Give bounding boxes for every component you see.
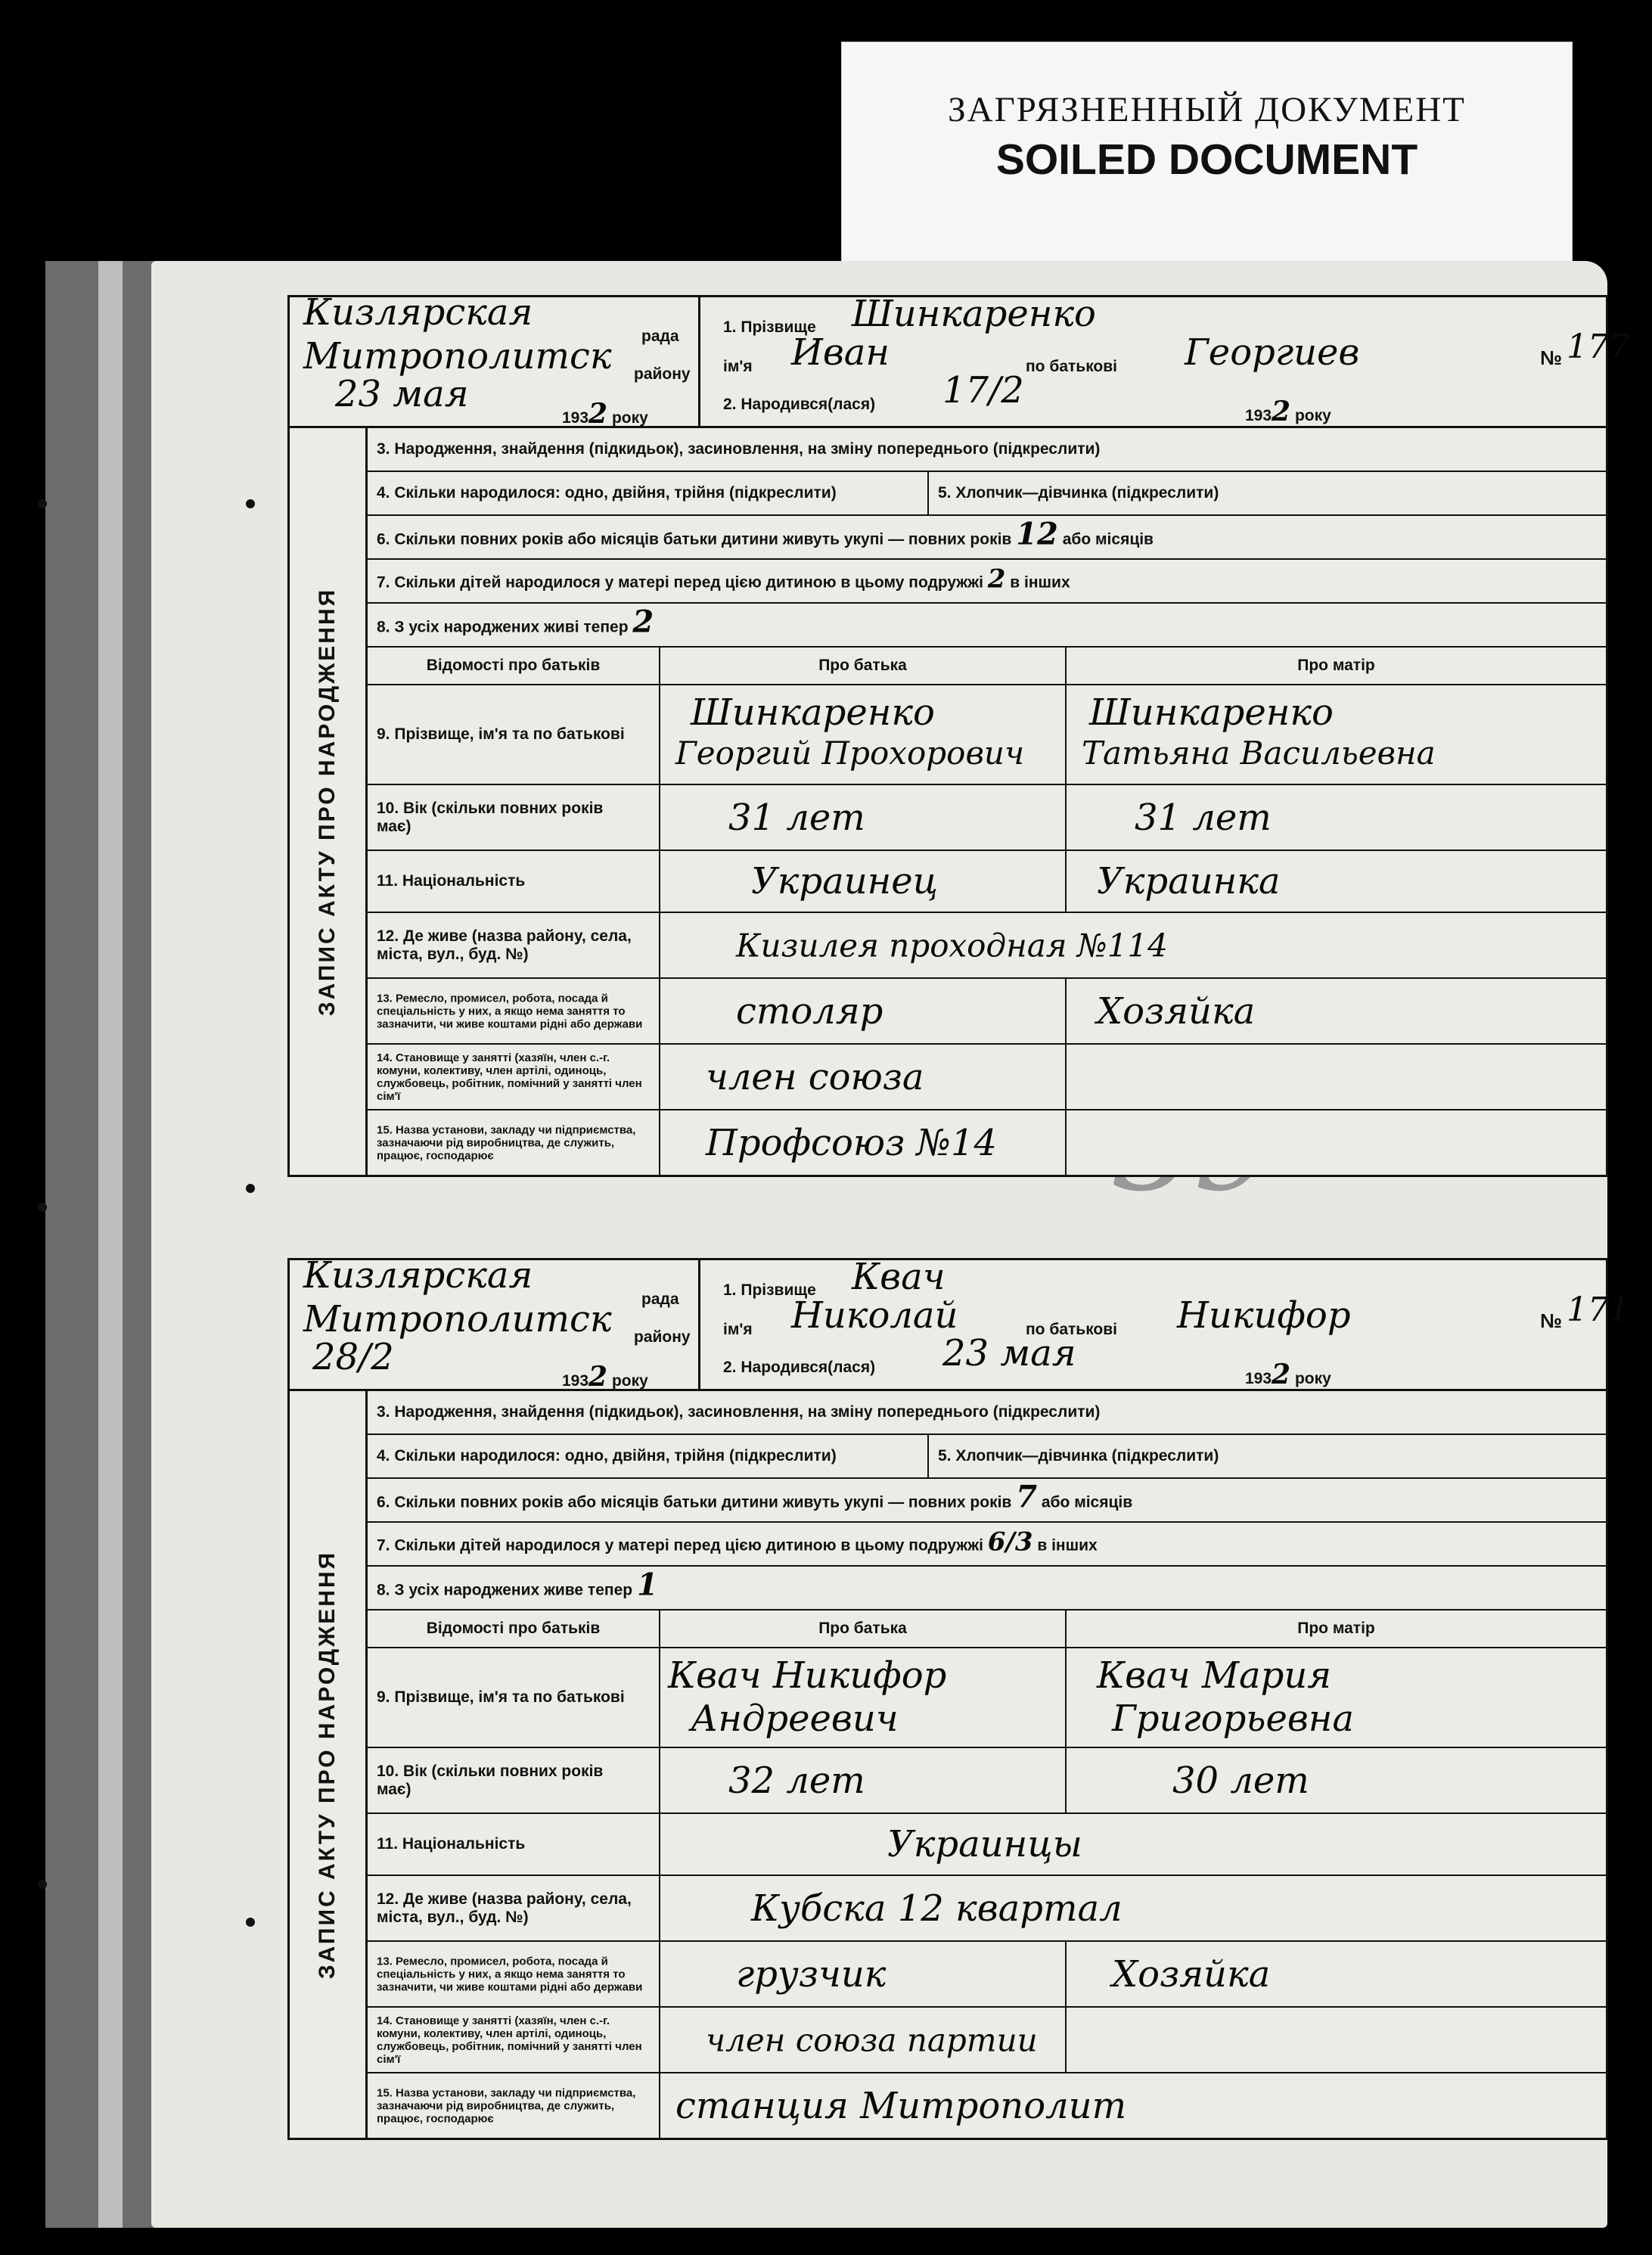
mother-surname: Квач Мария [1097,1654,1332,1697]
binding-hole [38,1203,47,1212]
birth-record-1 [287,291,1630,1177]
side-title: ЗАПИС АКТУ ПРО НАРОДЖЕННЯ [290,428,368,1175]
born-label: 2. Народився(лася) [723,396,876,413]
father-address: Кизилея проходная №114 [736,927,1168,964]
surname-label: 1. Прізвище [723,318,816,336]
born-label: 2. Народився(лася) [723,1359,876,1376]
alive-count: 1 [636,1567,658,1603]
mother-header: Про матір [1297,1620,1375,1637]
number-label: № [1540,1309,1562,1332]
mother-name: Татьяна Васильевна [1082,735,1436,772]
surname-value: Шинкаренко [852,293,1096,335]
row-6: 6. Скільки повних років або місяців батьки дитини живуть укупі — повних років 7 або місяців [377,1479,1133,1515]
patronymic-label: по батькові [1026,358,1117,375]
years-together: 12 [1016,516,1058,552]
year-prefix: 193 [562,1372,589,1390]
year-digit: 2 [588,1361,608,1393]
row-13: 13. Ремесло, промисел, робота, посада й спеціальність у них, а якщо нема заняття то зазначити, чи живе коштами рідні або держави [377,1955,643,1993]
father-surname: Квач Никифор [668,1654,947,1697]
stamp-russian: ЗАГРЯЗНЕННЫЙ ДОКУМЕНТ [948,90,1466,129]
binding-hole [38,499,47,508]
surname-value: Квач [852,1256,946,1298]
patronymic-value: Георгиев [1185,331,1360,374]
binding-hole [246,1918,255,1927]
birth-record-2 [287,1254,1630,2140]
born-year-prefix: 193 [1245,407,1272,424]
binding-hole [38,1880,47,1889]
row-9: 9. Прізвище, ім'я та по батькові [377,725,625,743]
father-address: Кубска 12 квартал [751,1887,1123,1930]
name-label: ім'я [723,358,753,375]
father-header: Про батька [818,657,907,674]
row-13: 13. Ремесло, промисел, робота, посада й спеціальність у них, а якщо нема заняття то зазначити, чи живе коштами рідні або держави [377,992,643,1030]
registration-date: 28/2 [312,1336,394,1378]
name-value: Николай [791,1294,958,1337]
born-year-prefix: 193 [1245,1370,1272,1387]
rada-value: Кизлярская [303,1254,533,1297]
row-4: 4. Скільки народилося: одно, двійня, трійня (підкреслити) [377,484,837,502]
rada-label: рада [641,1291,679,1308]
row-10: 10. Вік (скільки повних років має) [377,799,604,835]
mother-name: Григорьевна [1112,1697,1355,1740]
other-children: 2 [987,564,1006,595]
born-year-label: року [1294,407,1331,424]
father-header: Про батька [818,1620,907,1637]
raion-value: Митрополитск [303,1298,612,1340]
row-11: 11. Національність [377,1835,526,1853]
row-7: 7. Скільки дітей народилося у матері перед цією дитиною в цьому подружжі 2 в інших [377,564,1070,595]
parents-nationality: Украинцы [887,1823,1082,1865]
ink-stamp: 6/3 [987,1527,1033,1558]
registration-date: 23 мая [335,373,469,415]
parents-header: Відомості про батьків [426,1620,601,1637]
record-rows [368,1391,1606,2138]
father-name: Георгий Прохорович [675,735,1025,772]
row-11: 11. Національність [377,872,526,890]
mother-age: 30 лет [1172,1759,1309,1802]
father-status: член союза [706,1055,924,1098]
father-nationality: Украинец [751,860,939,902]
row-14: 14. Становище у занятті (хазяїн, член с.-г. комуни, колективу, член артілі, одиноць, службовець, робітник, помічний у занятті член сім'ї [377,2014,642,2066]
record-number: 177 [1567,328,1630,366]
year-label: року [611,1372,648,1390]
number-label: № [1540,346,1562,369]
born-year-digit: 2 [1272,1359,1291,1390]
side-title: ЗАПИС АКТУ ПРО НАРОДЖЕННЯ [290,1391,368,2138]
father-surname: Шинкаренко [691,691,935,734]
mother-job: Хозяйка [1097,989,1256,1033]
year-digit: 2 [588,398,608,430]
raion-label: району [634,1328,691,1346]
stamp-english: SOILED DOCUMENT [995,135,1418,184]
alive-count: 2 [632,604,654,640]
father-organization: станция Митрополит [675,2084,1127,2127]
document-page [151,261,1630,2228]
year-prefix: 193 [562,409,589,427]
binding-hole [246,1184,255,1193]
born-value: 23 мая [942,1332,1076,1374]
record-header [290,1254,1630,1393]
row-6: 6. Скільки повних років або місяців батьки дитини живуть укупі — повних років 12 або місяців [377,516,1154,552]
row-5: 5. Хлопчик—дівчинка (підкреслити) [938,484,1219,502]
mother-nationality: Украинка [1097,860,1281,902]
rada-value: Кизлярская [303,291,533,334]
row-7: 7. Скільки дітей народилося у матері перед цією дитиною в цьому подружжі 6/3 в інших [377,1527,1098,1558]
row-3: 3. Народження, знайдення (підкидьок), засиновлення, на зміну попереднього (підкреслити) [377,440,1101,458]
surname-label: 1. Прізвище [723,1281,816,1299]
father-job: столяр [736,989,883,1033]
father-age: 31 лет [728,796,865,839]
row-15: 15. Назва установи, закладу чи підприємства, зазначаючи рід виробництва, де служить, працює, господарює [377,1123,636,1162]
row-12: 12. Де живе (назва району, села, міста, вул., буд. №) [377,927,632,963]
row-8: 8. З усіх народжених живі тепер 2 [377,604,654,640]
father-job: грузчик [736,1952,887,1996]
soiled-document-stamp [841,42,1573,266]
year-label: року [611,409,648,427]
born-value: 17/2 [942,369,1024,412]
born-year-digit: 2 [1272,396,1291,427]
name-value: Иван [791,331,890,374]
row-4: 4. Скільки народилося: одно, двійня, трійня (підкреслити) [377,1447,837,1465]
father-status: член союза партии [706,2021,1038,2058]
binding-hole [246,499,255,508]
record-header [290,291,1630,430]
mother-header: Про матір [1297,657,1375,674]
name-label: ім'я [723,1321,753,1338]
record-rows [368,428,1606,1175]
row-12: 12. Де живе (назва району, села, міста, вул., буд. №) [377,1890,632,1926]
patronymic-label: по батькові [1026,1321,1117,1338]
mother-surname: Шинкаренко [1089,691,1334,734]
parents-header: Відомості про батьків [426,657,601,674]
raion-value: Митрополитск [303,335,612,377]
row-10: 10. Вік (скільки повних років має) [377,1762,604,1798]
mother-age: 31 лет [1135,796,1272,839]
patronymic-value: Никифор [1177,1294,1351,1337]
mother-job: Хозяйка [1112,1952,1271,1996]
row-5: 5. Хлопчик—дівчинка (підкреслити) [938,1447,1219,1465]
born-year-label: року [1294,1370,1331,1387]
row-9: 9. Прізвище, ім'я та по батькові [377,1688,625,1706]
row-15: 15. Назва установи, закладу чи підприємства, зазначаючи рід виробництва, де служить, працює, господарює [377,2086,636,2125]
row-3: 3. Народження, знайдення (підкидьок), засиновлення, на зміну попереднього (підкреслити) [377,1403,1101,1421]
row-8: 8. З усіх народжених живе тепер 1 [377,1567,658,1603]
years-together: 7 [1016,1479,1038,1515]
father-age: 32 лет [728,1759,865,1802]
record-number: 171 [1567,1291,1630,1329]
father-organization: Профсоюз №14 [706,1121,998,1164]
raion-label: району [634,365,691,383]
row-14: 14. Становище у занятті (хазяїн, член с.-г. комуни, колективу, член артілі, одиноць, службовець, робітник, помічний у занятті член сім'ї [377,1051,642,1103]
rada-label: рада [641,328,679,345]
father-name: Андреевич [691,1697,899,1740]
